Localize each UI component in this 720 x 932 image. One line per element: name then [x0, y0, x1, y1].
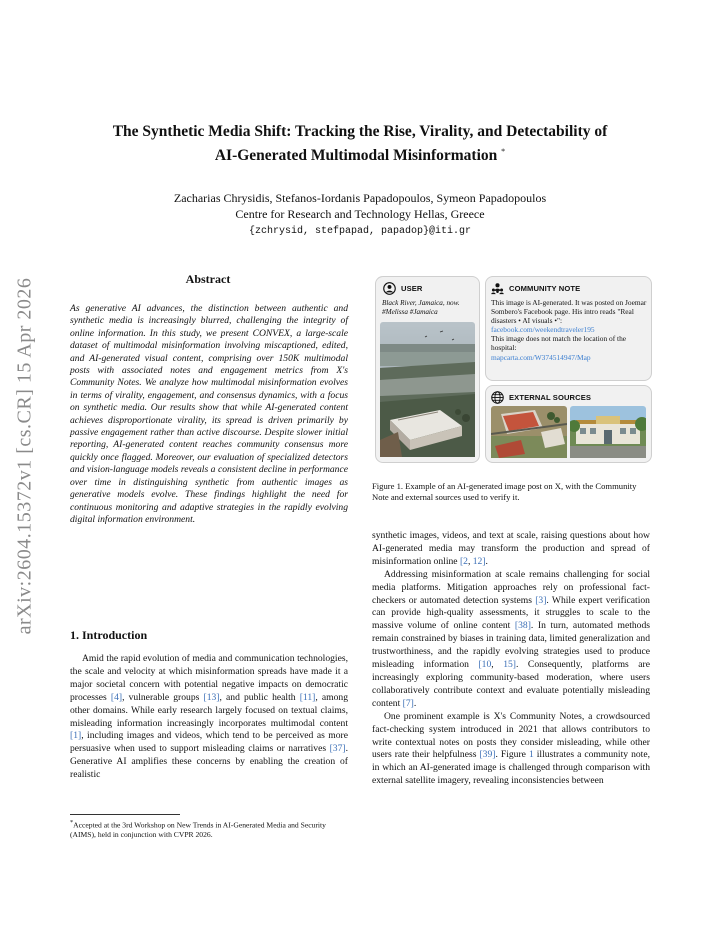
flood-aerial-image — [380, 322, 475, 457]
citation-link[interactable]: [13] — [203, 691, 220, 703]
citation-link[interactable]: [1] — [70, 730, 82, 742]
figure-1-caption: Figure 1. Example of an AI-generated image post on X, with the Community Note and external sources used to verify it. — [372, 481, 637, 502]
title-footnote-mark: * — [501, 147, 506, 156]
paper-title — [60, 122, 660, 166]
affiliation: Centre for Research and Technology Hellas, Greece — [235, 207, 485, 221]
figure-1 — [375, 276, 650, 465]
intro-left-column — [70, 653, 348, 782]
authors: Zacharias Chrysidis, Stefanos-Iordanis Papadopoulos, Symeon Papadopoulos — [173, 191, 547, 205]
note-link-facebook[interactable]: facebook.com/weekendtraveler195 — [491, 325, 595, 335]
footnote: *Accepted at the 3rd Workshop on New Trends in AI-Generated Media and Security (AIMS), held in conjunction with CVPR 2026. — [70, 819, 326, 840]
community-note-body — [491, 298, 647, 362]
intro-paragraph-continued: synthetic images, videos, and text at scale, raising questions about how AI-generated media may transform the production and spread of misinformation online [2, 12]. — [372, 530, 650, 567]
citation-link[interactable]: [38] — [514, 620, 531, 632]
author-block — [60, 190, 660, 222]
footnote-rule — [70, 814, 180, 815]
title-line-1: The Synthetic Media Shift: Tracking the Rise, Virality, and Detectability of — [112, 123, 608, 140]
citation-link[interactable]: [4] — [110, 691, 123, 703]
external-sources-panel — [485, 385, 652, 463]
abstract-heading: Abstract — [185, 272, 231, 286]
citation-link[interactable]: 12] — [472, 555, 486, 567]
intro-paragraph-3: One prominent example is X's Community Notes, a crowdsourced fact-checking system introduced in 2021 that allows contributors to write contextual notes on posts they consider misleading, while other users rate their helpfulness [39]. Figure 1 illustrates a community note, in which an AI-generated image is challenged through comparison with external satellite imagery, revealing inconsistencies between — [372, 710, 650, 787]
citation-link[interactable]: [39] — [479, 749, 496, 761]
user-post-caption: Black River, Jamaica, now. #Melissa #Jamaica — [382, 299, 460, 317]
title-line-2: AI-Generated Multimodal Misinformation — [214, 147, 498, 165]
abstract-text: As generative AI advances, the distinction between authentic and synthetic media is increasingly blurred, challenging the integrity of online information. In this study, we present CONVEX, a large-scale dataset of multimodal misinformation involving miscaptioned, edited, and AI-generated visual content, comprising over 150K multimodal posts with associated notes and engagement metrics from X's Community Notes. We analyze how multimodal misinformation evolves in terms of virality, engagement, and consensus dynamics, with a focus on synthetic media. Our results show that while AI-generated content achieves disproportionate virality, its spread is driven primarily by passive engagement rather than active discourse. Despite slower initial reporting, AI-generated content reaches community consensus more quickly once flagged. Moreover, our evaluation of specialized detectors and vision-language models reveals a consistent decline in performance over time in distinguishing synthetic from authentic images as generative models evolve. These findings highlight the need for continuous monitoring and adaptive strategies in the rapidly evolving digital information environment. — [70, 303, 348, 525]
note-text-2: This image does not match the location of the hospital: — [491, 334, 627, 353]
satellite-image — [491, 406, 567, 458]
citation-link[interactable]: 15] — [503, 659, 516, 671]
footnote-text: Accepted at the 3rd Workshop on New Trends in AI-Generated Media and Security (AIMS), held in conjunction with CVPR 2026. — [70, 820, 326, 840]
community-note-panel — [485, 276, 652, 381]
section-heading-introduction: 1. Introduction — [70, 628, 148, 642]
community-note-label: COMMUNITY NOTE — [509, 284, 581, 293]
user-header — [383, 282, 423, 295]
user-label: USER — [401, 284, 423, 293]
citation-link[interactable]: [2 — [459, 555, 468, 567]
hospital-photo — [570, 406, 646, 458]
note-text-1: This image is AI-generated. It was posted on Joemar Sombero's Facebook page. His intro reads "Real disasters • AI visuals •": — [491, 298, 647, 326]
citation-link[interactable]: [10 — [478, 659, 492, 671]
intro-right-column — [372, 530, 650, 788]
external-sources-header — [491, 391, 591, 404]
author-emails: {zchrysid, stefpapad, papadop}@iti.gr — [248, 226, 472, 237]
globe-icon — [491, 391, 504, 404]
arxiv-id: arXiv:2604.15372v1 [cs.CR] 15 Apr 2026 — [13, 277, 36, 635]
community-note-header — [491, 282, 580, 295]
intro-paragraph-2: Addressing misinformation at scale remains challenging for social media platforms. Mitigation approaches rely on professional fact-checkers or automated detection systems [3]. While expert verification can provide high-quality assessments, it struggles to scale to the massive volume of online content [38]. In turn, automated methods remain constrained by biases in training data, limited generalization and trustworthiness, and the rapidly evolving strategies used to produce misleading information [10, 15]. Consequently, platforms are increasingly exploring community-based moderation, where users collaboratively contribute context and evaluate potentially misleading content [7]. — [372, 568, 651, 709]
user-icon — [383, 282, 396, 295]
citation-link[interactable]: [11] — [299, 691, 316, 703]
citation-link[interactable]: [3] — [535, 594, 547, 606]
arxiv-stamp — [6, 260, 44, 652]
intro-paragraph-1: Amid the rapid evolution of media and communication technologies, the scale and velocity at which misinformation spreads have made it a major societal concern with potential negative impacts on democratic processes [4], vulnerable groups [13], and public health [11], among other domains. While early research largely focused on textual claims, misleading information increasingly incorporates multimodal content [1], including images and videos, which tend to be perceived as more persuasive when used to support misleading claims or narratives [37]. Generative AI amplifies these concerns by enabling the creation of realistic — [70, 653, 348, 781]
community-icon — [491, 282, 504, 295]
external-sources-label: EXTERNAL SOURCES — [509, 393, 592, 402]
figure-reference-link[interactable]: 1 — [528, 749, 534, 761]
note-link-mapcarta[interactable]: mapcarta.com/W374514947/Map — [491, 352, 591, 362]
citation-link[interactable]: [37] — [329, 743, 346, 755]
citation-link[interactable]: [7] — [402, 697, 414, 709]
user-post-panel — [375, 276, 480, 463]
